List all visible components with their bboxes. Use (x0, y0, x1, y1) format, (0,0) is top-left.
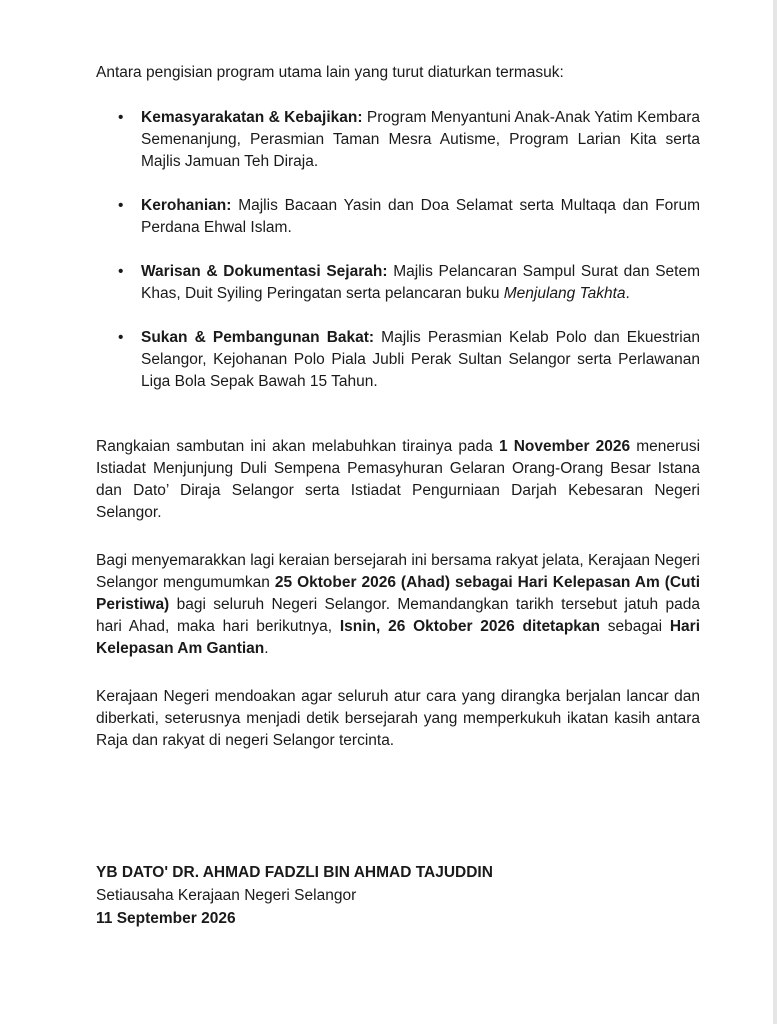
list-item-title: Sukan & Pembangunan Bakat: (141, 329, 375, 346)
signatory-position: Setiausaha Kerajaan Negeri Selangor (96, 887, 357, 904)
list-item-title: Kemasyarakatan & Kebajikan: (141, 109, 363, 126)
bullet-icon: • (118, 263, 124, 280)
text-segment: bagi seluruh Negeri Selangor. Memandangkan tarikh tersebut jatuh pada hari Ahad, maka hari berikutnya, (96, 596, 701, 635)
highlight-date: 1 November 2026 (499, 438, 631, 455)
program-list (96, 107, 700, 415)
list-item-text: Majlis Perasmian Kelab Polo dan Ekuestrian Selangor, Kejohanan Polo Piala Jubli Perak Sultan Selangor serta Perlawanan Liga Bola Sepak Bawah 15 Tahun. (141, 329, 700, 390)
list-item (96, 327, 700, 393)
text-segment: Bagi menyemarakkan lagi keraian bersejarah ini bersama rakyat jelata, Kerajaan Negeri Selangor mengumumkan (96, 552, 700, 591)
list-item (96, 195, 700, 239)
holiday-paragraph (96, 550, 700, 660)
prayer-paragraph: Kerajaan Negeri mendoakan agar seluruh atur cara yang dirangka berjalan lancar dan diberkati, seterusnya menjadi detik bersejarah yang memperkukuh ikatan kasih antara Raja dan rakyat di negeri Selangor tercinta. (96, 688, 700, 749)
text-segment: menerusi Istiadat Menjunjung Duli Sempena Pemasyhuran Gelaran Orang-Orang Besar Istana dan Dato’ Diraja Selangor serta Istiadat Pengurniaan Darjah Kebesaran Negeri Selangor. (96, 438, 701, 521)
bullet-icon: • (118, 329, 124, 346)
list-item-title: Kerohanian: (141, 197, 232, 214)
list-item-text: Majlis Pelancaran Sampul Surat dan Setem Khas, Duit Syiling Peringatan serta pelancaran buku (141, 263, 700, 302)
list-item-title: Warisan & Dokumentasi Sejarah: (141, 263, 388, 280)
page-edge-shadow (773, 0, 777, 1024)
text-segment: Rangkaian sambutan ini akan melabuhkan tirainya pada (96, 438, 493, 455)
signature-block (96, 861, 700, 930)
signature-date: 11 September 2026 (96, 910, 236, 927)
list-item (96, 261, 700, 305)
list-item (96, 107, 700, 173)
closing-ceremony-paragraph (96, 436, 700, 524)
list-item-text: Program Menyantuni Anak-Anak Yatim Kembara Semenanjung, Perasmian Taman Mesra Autisme, Program Larian Kita serta Majlis Jamuan Teh Diraja. (141, 109, 701, 170)
bullet-icon: • (118, 197, 124, 214)
bullet-icon: • (118, 109, 124, 126)
book-title: Menjulang Takhta (503, 285, 626, 302)
holiday-announcement: 25 Oktober 2026 (Ahad) sebagai Hari Kelepasan Am (Cuti Peristiwa) (96, 574, 700, 613)
text-segment: . (264, 640, 269, 657)
signatory-name: YB DATO' DR. AHMAD FADZLI BIN AHMAD TAJUDDIN (96, 864, 493, 881)
intro-paragraph: Antara pengisian program utama lain yang turut diaturkan termasuk: (96, 64, 564, 81)
list-item-text: Majlis Bacaan Yasin dan Doa Selamat serta Multaqa dan Forum Perdana Ehwal Islam. (141, 197, 700, 236)
replacement-holiday: Hari Kelepasan Am Gantian (96, 618, 701, 657)
list-item-tail: . (625, 285, 630, 302)
text-segment: sebagai (607, 618, 663, 635)
replacement-date: Isnin, 26 Oktober 2026 ditetapkan (339, 618, 601, 635)
